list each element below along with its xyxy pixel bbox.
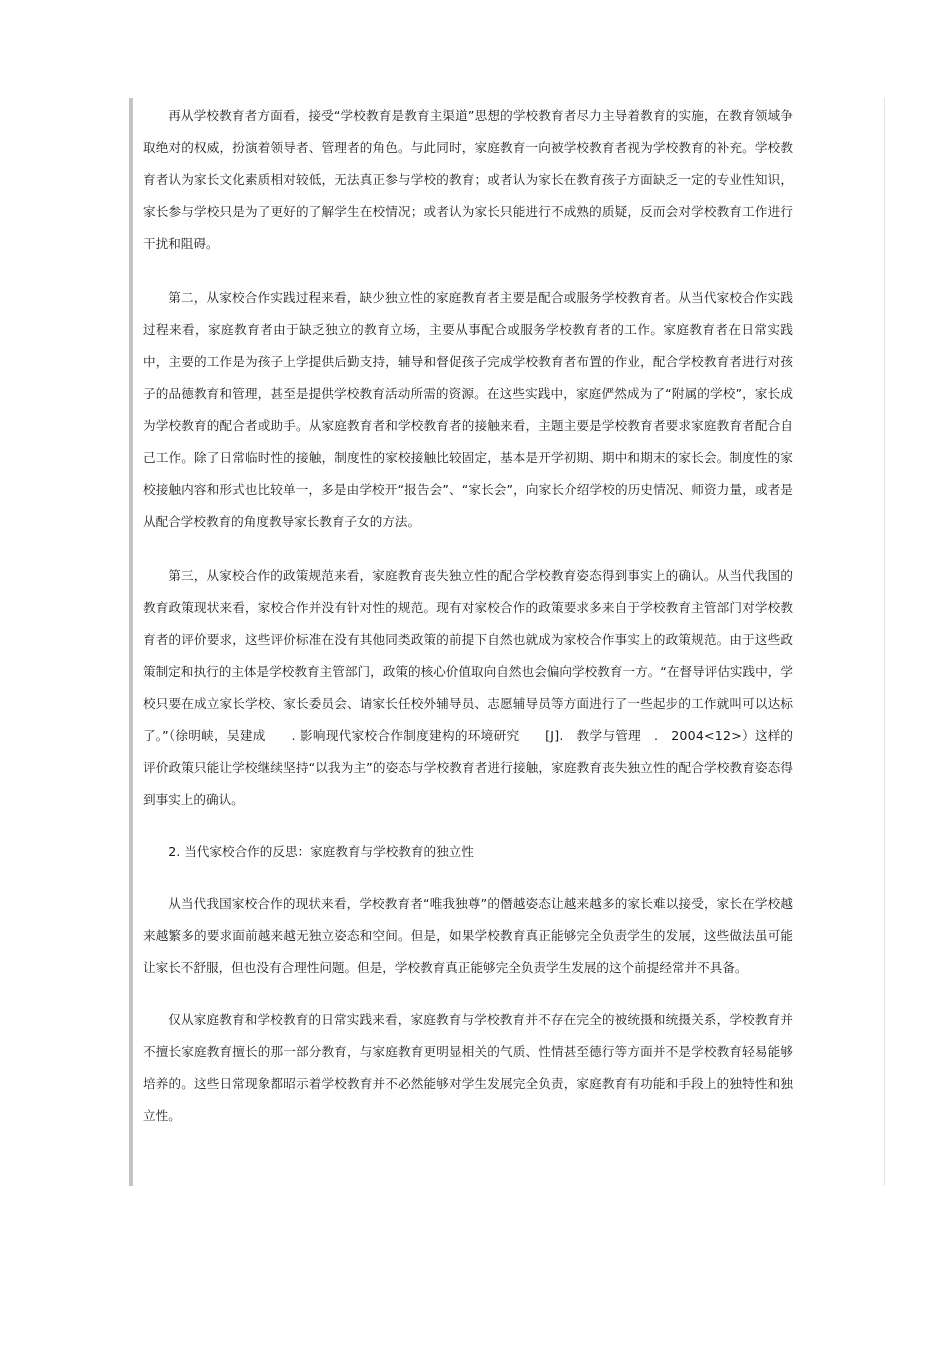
paragraph-second-practice: 第二，从家校合作实践过程来看，缺少独立性的家庭教育者主要是配合或服务学校教育者。从当代家校合作实践过程来看，家庭教育者由于缺乏独立的教育立场，主要从事配合或服务学校教育者的工作。家庭教育者在日常实践中，主要的工作是为孩子上学提供后勤支持，辅导和督促孩子完成学校教育者布置的作业，配合学校教育者进行对孩子的品德教育和管理，甚至是提供学校教育活动所需的资源。在这些实践中，家庭俨然成为了“附属的学校”，家长成为学校教育的配合者或助手。从家庭教育者和学校教育者的接触来看，主题主要是学校教育者要求家庭教育者配合自己工作。除了日常临时性的接触，制度性的家校接触比较固定，基本是开学初期、期中和期末的家长会。制度性的家校接触内容和形式也比较单一，多是由学校开“报告会”、“家长会”，向家长介绍学校的历史情况、师资力量，或者是从配合学校教育的角度教导家长教育子女的方法。 bbox=[143, 290, 793, 529]
paragraph-school-educators: 再从学校教育者方面看，接受“学校教育是教育主渠道”思想的学校教育者尽力主导着教育的实施，在教育领域争取绝对的权威，扮演着领导者、管理者的角色。与此同时，家庭教育一向被学校教育者视为学校教育的补充。学校教育者认为家长文化素质相对较低，无法真正参与学校的教育；或者认为家长在教育孩子方面缺乏一定的专业性知识，家长参与学校只是为了更好的了解学生在校情况；或者认为家长只能进行不成熟的质疑，反而会对学校教育工作进行干扰和阻碍。 bbox=[143, 108, 793, 251]
paragraph-third-policy bbox=[143, 560, 793, 816]
paragraph-current-status: 从当代我国家校合作的现状来看，学校教育者“唯我独尊”的僭越姿态让越来越多的家长难以接受，家长在学校越来越繁多的要求面前越来越无独立姿态和空间。但是，如果学校教育真正能够完全负责学生的发展，这些做法虽可能让家长不舒服，但也没有合理性问题。但是，学校教育真正能够完全负责学生发展的这个前提经常并不具备。 bbox=[143, 896, 793, 975]
section-heading-2: 2. 当代家校合作的反思：家庭教育与学校教育的独立性 bbox=[168, 844, 474, 859]
document-body bbox=[143, 100, 793, 1132]
paragraph-third-text-b: 这样的评价政策只能让学校继续坚持“以我为主”的姿态与学校教育者进行接触，家庭教育丧失独立性的配合学校教育姿态得到事实上的确认。 bbox=[143, 728, 793, 807]
right-margin-rule bbox=[884, 98, 885, 1186]
paragraph-daily-practice: 仅从家庭教育和学校教育的日常实践来看，家庭教育与学校教育并不存在完全的被统摄和统摄关系，学校教育并不擅长家庭教育擅长的那一部分教育，与家庭教育更明显相关的气质、性情甚至德行等方面并不是学校教育轻易能够培养的。这些日常现象都昭示着学校教育并不必然能够对学生发展完全负责，家庭教育有功能和手段上的独特性和独立性。 bbox=[143, 1012, 793, 1123]
left-margin-rule bbox=[129, 98, 133, 1186]
paragraph-third-text-a: 第三，从家校合作的政策规范来看，家庭教育丧失独立性的配合学校教育姿态得到事实上的确认。从当代我国的教育政策现状来看，家校合作并没有针对性的规范。现有对家校合作的政策要求多来自于学校教育主管部门对学校教育者的评价要求，这些评价标准在没有其他同类政策的前提下自然也就成为家校合作事实上的政策规范。由于这些政策制定和执行的主体是学校教育主管部门，政策的核心价值取向自然也会偏向学校教育一方。“在督导评估实践中，学校只要在成立家长学校、家长委员会、请家长任校外辅导员、志愿辅导员等方面进行了一些起步的工作就叫可以达标了。” bbox=[143, 568, 793, 743]
citation-reference: （徐明峡，吴建成 . 影响现代家校合作制度建构的环境研究 [J]. 教学与管理 . 2004<12>） bbox=[168, 728, 755, 743]
